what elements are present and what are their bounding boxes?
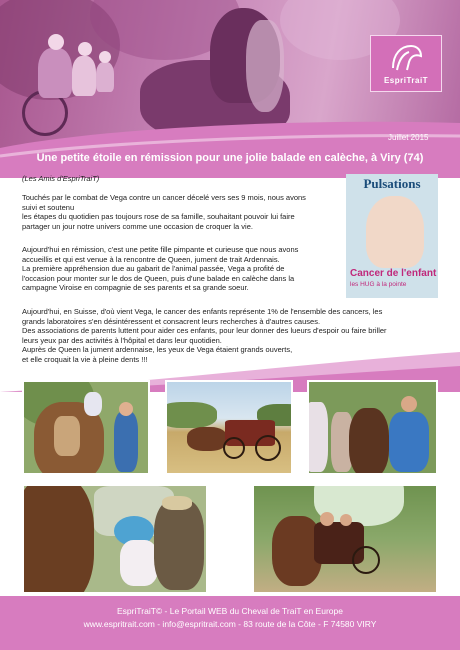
text-line: Aujourd'hui en rémission, c'est une petite fille pimpante et curieuse que nous avons: [22, 245, 299, 254]
photo-vega-touching-horse[interactable]: [22, 484, 208, 594]
text-line: et elle croquait la vie à pleine dents !!!: [22, 354, 148, 364]
paragraph-intro: [22, 193, 340, 231]
text-line: Des associations de parents luttent pour aider ces enfants, pour leur donner des lueurs d'espoir ou faire briller: [22, 326, 387, 336]
text-line: leurs yeux par des activités à l'hôpital et dans leur quotidien.: [22, 335, 222, 345]
magazine-headline: Cancer de l'enfant: [350, 268, 437, 279]
text-line: La première appréhension due au gabarit de l'animal passée, Vega a profité de: [22, 264, 285, 274]
issue-date: Juillet 2015: [388, 133, 429, 142]
espritrait-logo[interactable]: [370, 35, 442, 92]
text-line: Auprès de Queen la jument ardennaise, les yeux de Vega étaient grands ouverts,: [22, 345, 293, 355]
text-line: accueillis et qui est venue à la rencontre de Queen, jument de trait Ardennais.: [22, 254, 280, 264]
footer-contact[interactable]: www.espritrait.com - info@espritrait.com - 83 route de la Côte - F 74580 VIRY: [83, 619, 377, 629]
article-title: Une petite étoile en rémission pour une jolie balade en calèche, à Viry (74): [36, 152, 424, 164]
logo-text: EspriTraiT: [383, 76, 429, 85]
text-line: les étapes du quotidien pas toujours rose de sa famille, souhaitant pouvoir lui faire: [22, 212, 295, 222]
header-wave: [0, 118, 460, 178]
photo-carriage-path[interactable]: [252, 484, 438, 594]
article-credit: (Les Amis d'EspriTraiT): [22, 174, 100, 183]
photo-carriage-field[interactable]: [165, 380, 293, 475]
photo-vega-on-horse[interactable]: [22, 380, 150, 475]
magazine-baby-photo: [366, 196, 424, 268]
photo-family-with-horse[interactable]: [307, 380, 438, 475]
text-line: Touchés par le combat de Vega contre un cancer décelé vers ses 9 mois, nous avons: [22, 193, 306, 202]
text-line: partager un jour notre univers comme une occasion de croquer la vie.: [22, 221, 253, 231]
horse-logo-icon: [387, 42, 425, 72]
text-line: Aujourd'hui, en Suisse, d'où vient Vega, le cancer des enfants représente 1% de l'ensemble des cancers, les: [22, 307, 383, 316]
magazine-subheadline: les HUG à la pointe: [350, 281, 407, 288]
text-line: suivi et soutenu: [22, 202, 75, 212]
footer-tagline: EspriTraiT© - Le Portail WEB du Cheval de TraiT en Europe: [117, 606, 343, 616]
text-line: campagne Viroise en compagnie de ses parents et sa grande soeur.: [22, 283, 249, 293]
magazine-cover[interactable]: [346, 174, 438, 298]
text-line: grands laboratoires s'en désintéressent et consacrent leurs recherches à d'autres causes.: [22, 316, 321, 326]
magazine-title: Pulsations: [363, 176, 421, 191]
text-line: l'occasion pour monter sur le dos de Queen, puis d'une balade en calèche dans la: [22, 273, 295, 283]
paragraph-remission: [22, 245, 340, 293]
